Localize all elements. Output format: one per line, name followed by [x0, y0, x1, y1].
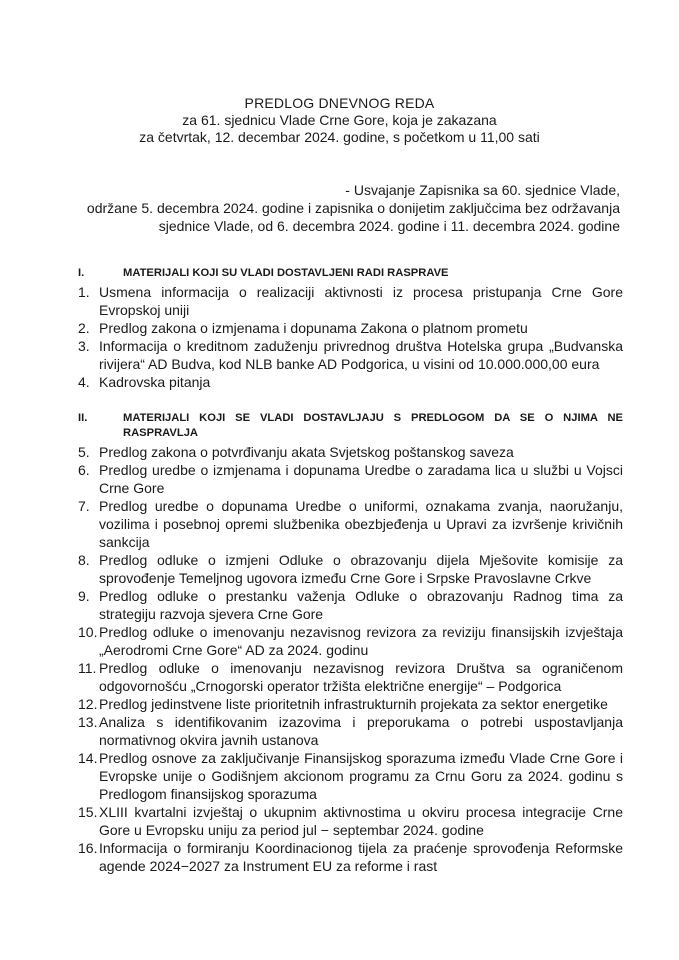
agenda-item: 9. Predlog odluke o prestanku važenja Odluke o obrazovanju Radnog tima za strategiju razvoja sjevera Crne Gore [78, 588, 623, 622]
agenda-item: 14. Predlog osnove za zaključivanje Finansijskog sporazuma između Vlade Crne Gore i Evropske unije o Godišnjem akcionom programu za Crnu Goru za 2024. godinu s Predlogom finansijskog sporazuma [78, 750, 623, 802]
minutes-line-3: sjednice Vlade, od 6. decembra 2024. godine i 11. decembra 2024. godine [158, 218, 620, 234]
agenda-item: 8. Predlog odluke o izmjeni Odluke o obrazovanju dijela Mješovite komisije za sprovođenje Temeljnog ugovora između Crne Gore i Srpske Pravoslavne Crkve [78, 552, 623, 586]
section-title: MATERIJALI KOJI SE VLADI DOSTAVLJAJU S PREDLOGOM DA SE O NJIMA NE RASPRAVLJA [123, 412, 623, 439]
agenda-item: 11. Predlog odluke o imenovanju nezavisnog revizora Društva sa ograničenom odgovornošću „Crnogorski operator tržišta električne energije“ – Podgorica [78, 660, 623, 694]
section-numeral: II. [78, 412, 88, 424]
session-date-line: za četvrtak, 12. decembar 2024. godine, s početkom u 11,00 sati [139, 129, 540, 145]
agenda-item: 6. Predlog uredbe o izmjenama i dopunama Uredbe o zaradama lica u službi u Vojsci Crne Gore [78, 462, 623, 496]
agenda-item: 13. Analiza s identifikovanim izazovima i preporukama o potrebi uspostavljanja normativnog okvira javnih ustanova [78, 714, 623, 748]
session-line: za 61. sjednicu Vlade Crne Gore, koja je zakazana [182, 112, 497, 128]
section-1-items [78, 283, 623, 391]
agenda-item: 16. Informacija o formiranju Koordinacionog tijela za praćenje sprovođenja Reformske agende 2024−2027 za Instrument EU za reforme i rast [78, 840, 623, 874]
agenda-item: 5. Predlog zakona o potvrđivanju akata Svjetskog poštanskog saveza [78, 444, 514, 460]
section-heading-2 [78, 411, 623, 441]
section-heading-1 [78, 266, 623, 281]
section-numeral: I. [78, 267, 85, 279]
agenda-item: 15. XLIII kvartalni izvještaj o ukupnim aktivnostima u okviru procesa integracije Crne Gore u Evropsku uniju za period jul − septembar 2024. godine [78, 804, 623, 838]
minutes-line-1: - Usvajanje Zapisnika sa 60. sjednice Vlade, [345, 182, 620, 198]
document-header [0, 95, 679, 146]
section-2-items [78, 443, 623, 875]
agenda [78, 262, 623, 875]
minutes-line-2: održane 5. decembra 2024. godine i zapisnika o donijetim zaključcima bez održavanja [86, 200, 620, 216]
document-title: PREDLOG DNEVNOG REDA [244, 95, 435, 111]
section-title: MATERIJALI KOJI SU VLADI DOSTAVLJENI RADI RASPRAVE [123, 267, 449, 279]
agenda-item: 12. Predlog jedinstvene liste prioritetnih infrastrukturnih projekata za sektor energetike [78, 696, 608, 712]
agenda-item: 7. Predlog uredbe o dopunama Uredbe o uniformi, oznakama zvanja, naoružanju, vozilima i posebnoj opremi službenika obezbjeđenja u Upravi za izvršenje krivičnih sankcija [78, 498, 623, 550]
agenda-item: 1. Usmena informacija o realizaciji aktivnosti iz procesa pristupanja Crne Gore Evropskoj uniji [78, 284, 623, 318]
agenda-item: 3. Informacija o kreditnom zaduženju privrednog društva Hotelska grupa „Budvanska rivijera“ AD Budva, kod NLB banke AD Podgorica, u visini od 10.000.000,00 eura [78, 338, 623, 372]
agenda-item: 10. Predlog odluke o imenovanju nezavisnog revizora za reviziju finansijskih izvještaja „Aerodromi Crne Gore“ AD za 2024. godinu [78, 624, 623, 658]
agenda-item: 4. Kadrovska pitanja [78, 374, 211, 390]
minutes-adoption-block [60, 181, 620, 235]
agenda-item: 2. Predlog zakona o izmjenama i dopunama Zakona o platnom prometu [78, 320, 528, 336]
